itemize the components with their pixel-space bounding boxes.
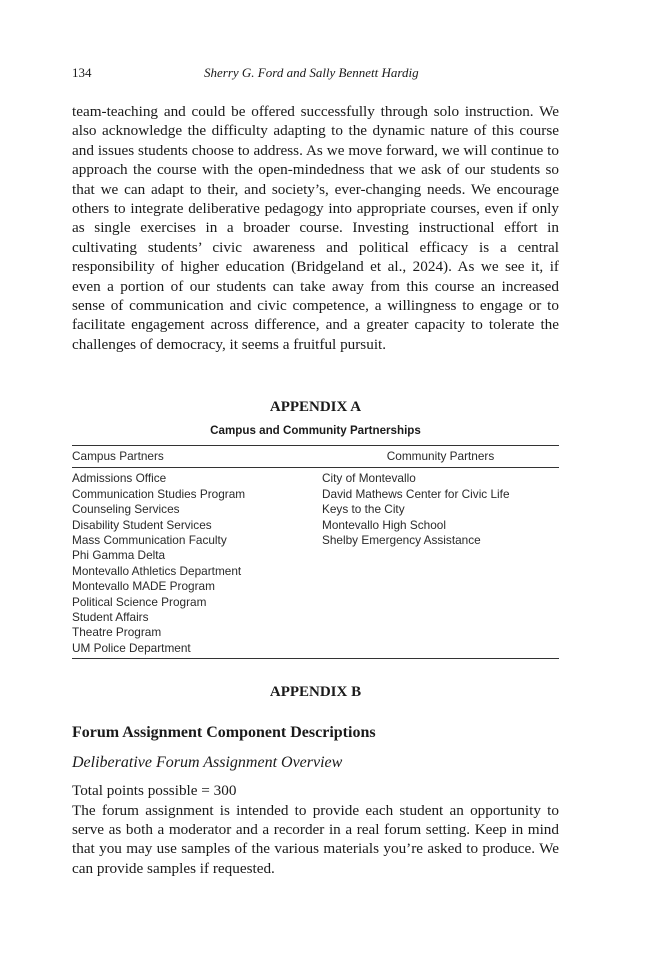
table-header [72,446,559,468]
community-partner-item: Montevallo High School [322,517,446,532]
section-title: Forum Assignment Component Descriptions [72,724,376,742]
running-head [72,62,559,84]
community-partner-item: Keys to the City [322,502,405,517]
total-points-line: Total points possible = 300 [72,782,237,800]
column-header-campus: Campus Partners [72,449,164,464]
assignment-paragraph: The forum assignment is intended to provide each student an opportunity to serve as both a moderator and a recorder in a real forum setting. Keep in mind that you may use samples of the various materials you’re asked to produce. We can provide samples if requested. [72,801,559,877]
table-caption: Campus and Community Partnerships [210,424,421,438]
campus-partner-item: Disability Student Services [72,517,212,532]
community-partners-column [322,471,559,656]
campus-partners-column [72,471,322,656]
subsection-title: Deliberative Forum Assignment Overview [72,754,343,772]
campus-partner-item: Counseling Services [72,502,180,517]
campus-partner-item: Mass Communication Faculty [72,532,227,547]
community-partner-item: David Mathews Center for Civic Life [322,486,510,501]
campus-partner-item: Student Affairs [72,609,149,624]
partners-table [72,445,559,659]
campus-partner-item: Phi Gamma Delta [72,548,166,563]
campus-partner-item: Political Science Program [72,594,207,609]
campus-partner-item: Theatre Program [72,625,162,640]
appendix-a-heading: APPENDIX A [269,399,362,416]
community-partner-item: Shelby Emergency Assistance [322,532,481,547]
column-header-community: Community Partners [386,449,495,464]
community-partner-item: City of Montevallo [322,471,416,486]
table-body [72,468,559,658]
campus-partner-item: UM Police Department [72,640,191,655]
appendix-b-heading: APPENDIX B [269,684,362,701]
campus-partner-item: Communication Studies Program [72,486,246,501]
running-title: Sherry G. Ford and Sally Bennett Hardig [204,65,419,80]
campus-partner-item: Montevallo Athletics Department [72,563,242,578]
page [72,62,559,878]
body-paragraph: team-teaching and could be offered successfully through solo instruction. We also acknowledge the difficulty adapting to the dynamic nature of this course and issues students choose to address. As we move forward, we will continue to approach the course with the open-mindedness that we ask of our students so that we can adapt to their, and society’s, ever-changing needs. We encourage others to integrate deliberative pedagogy into appropriate courses, even if only as single exercises in a broader course. Investing instructional effort in cultivating students’ civic awareness and political efficacy is a central responsibility of higher education (Bridgeland et al., 2024). As we see it, if even a portion of our students can take away from this course an increased sense of communication and civic competence, a willingness to engage or to facilitate engagement across difference, and a greater capacity to tolerate the challenges of democracy, it seems a fruitful pursuit. [72,103,559,353]
page-number: 134 [72,65,92,80]
campus-partner-item: Montevallo MADE Program [72,579,215,594]
campus-partner-item: Admissions Office [72,471,167,486]
